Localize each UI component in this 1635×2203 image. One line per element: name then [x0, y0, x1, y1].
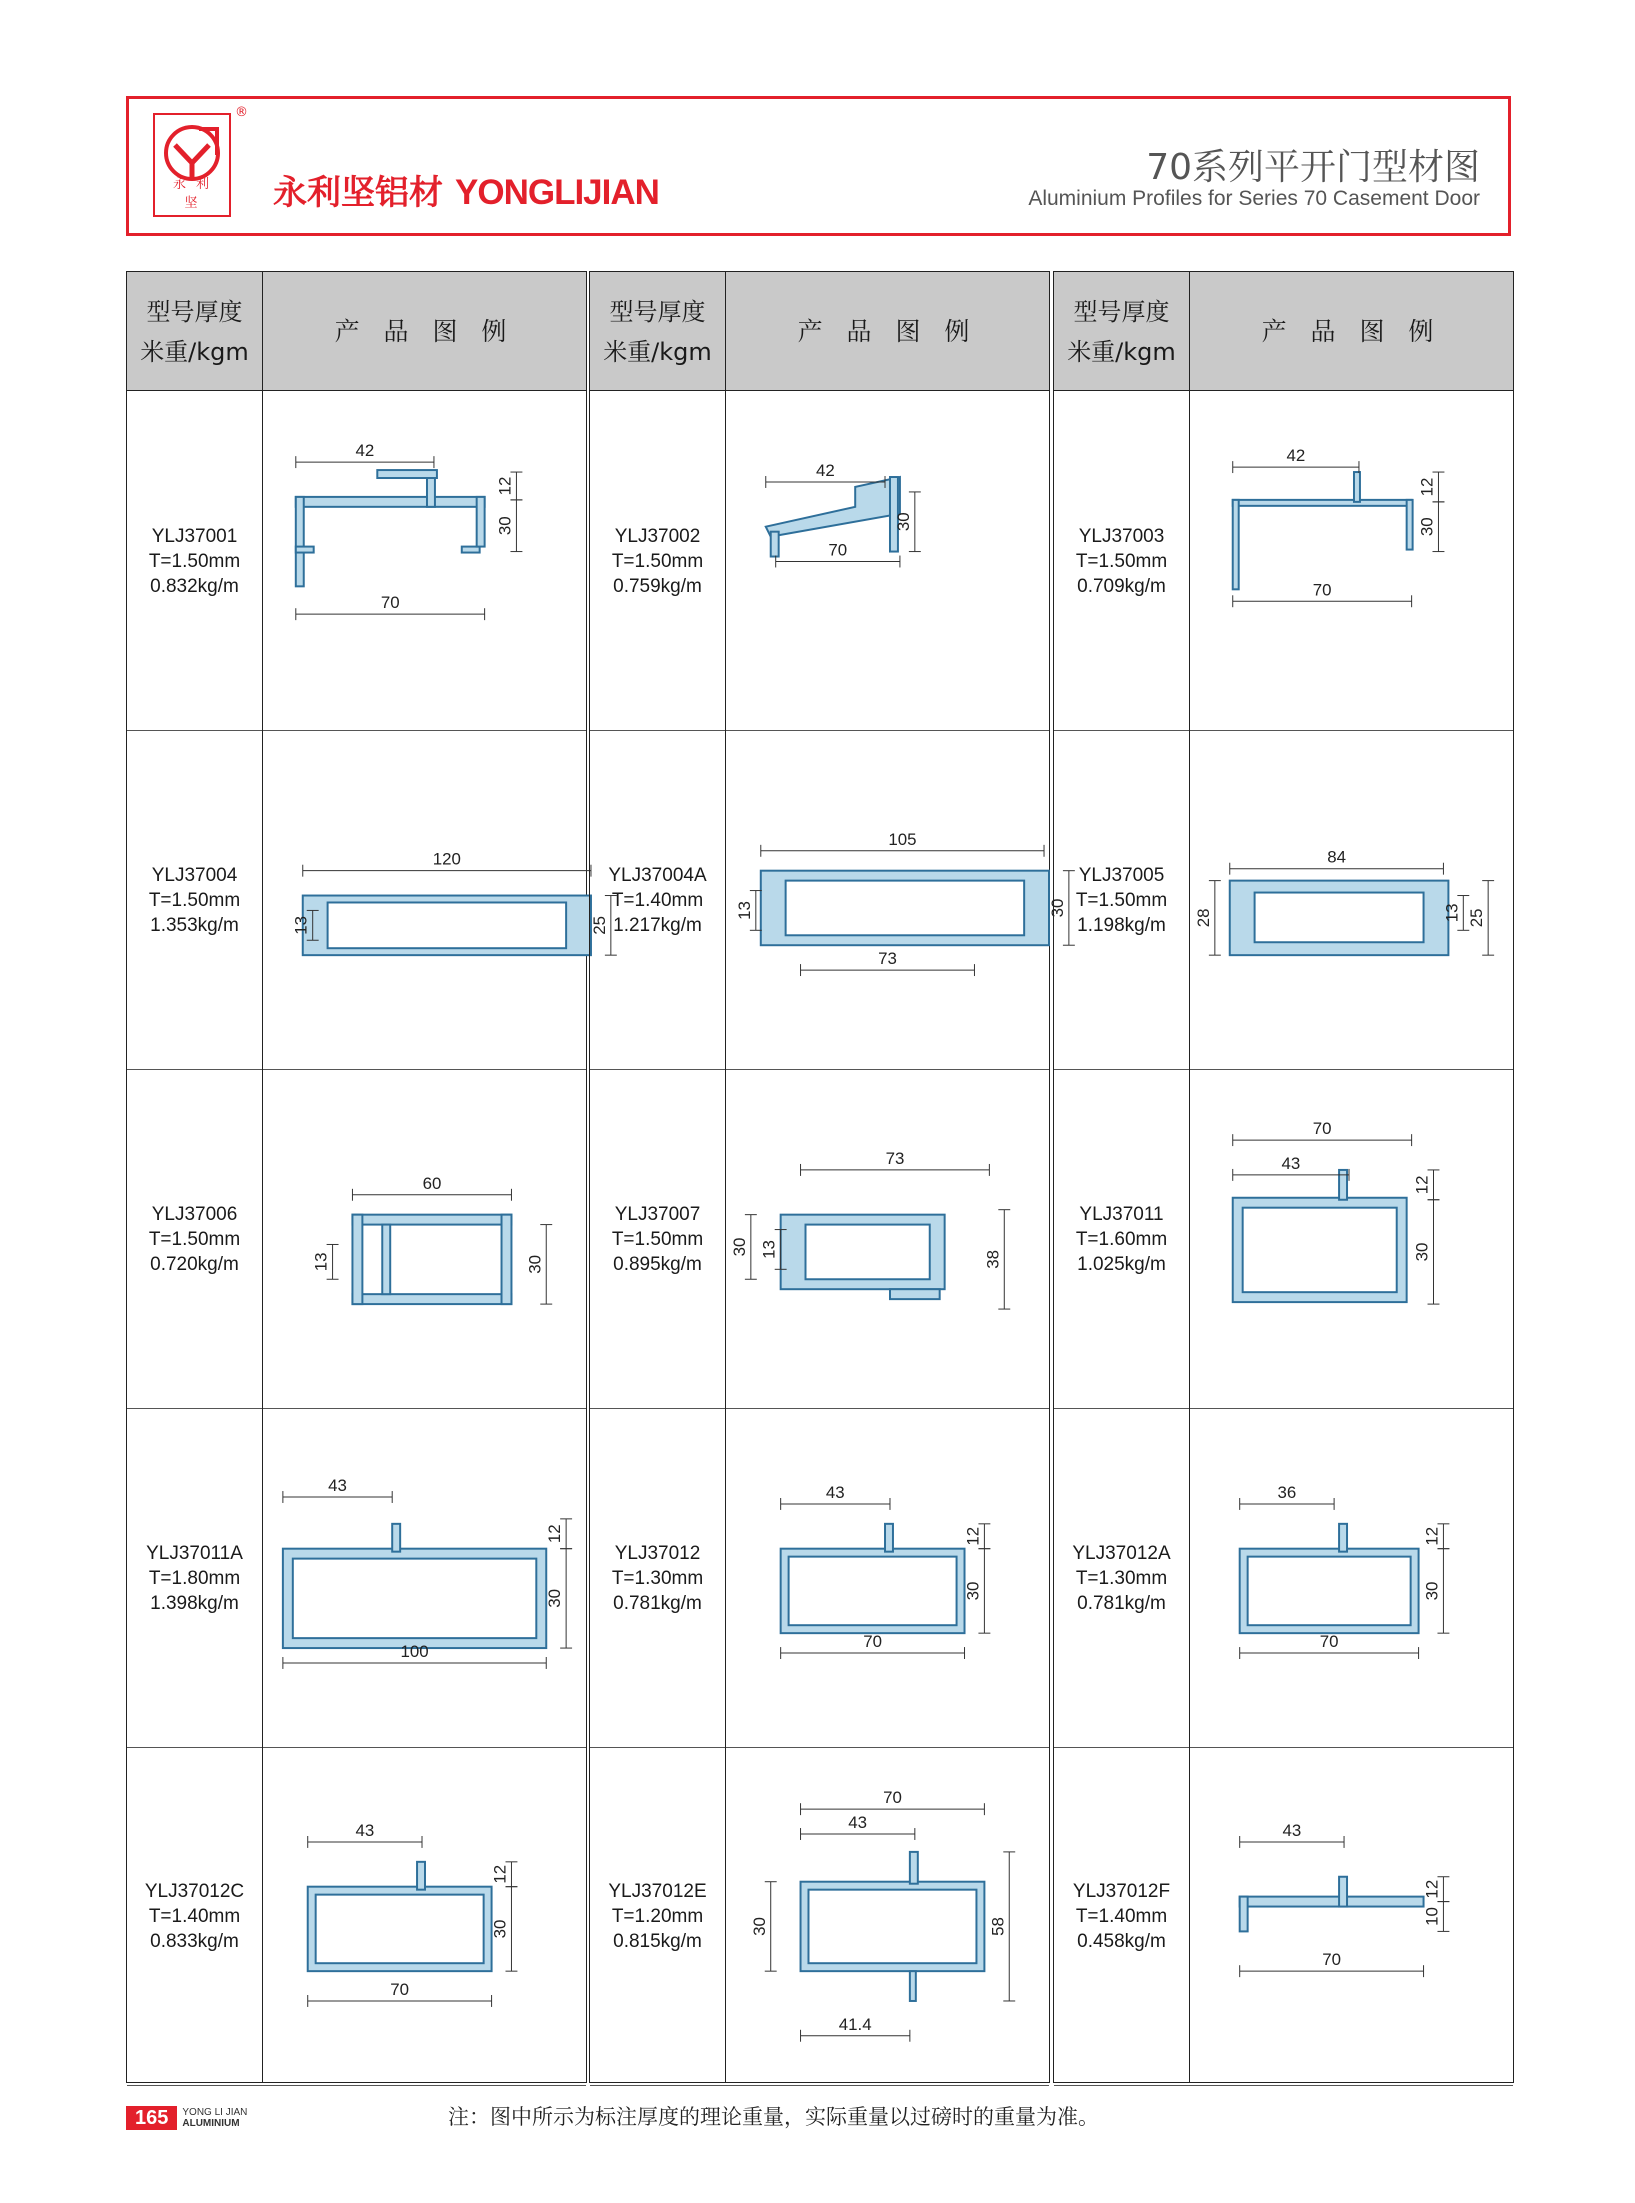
dim-width: 120 — [432, 849, 461, 869]
dim-height-top: 12 — [490, 1864, 510, 1884]
spec-model: YLJ37011 — [1079, 1203, 1164, 1225]
profile-diagram — [263, 1070, 586, 1408]
column-divider — [725, 272, 726, 2082]
dim-height-top: 12 — [1422, 1879, 1442, 1899]
spec-thickness: T=1.60mm — [1075, 1228, 1168, 1250]
table-row — [127, 1747, 586, 2086]
page-subtitle: Aluminium Profiles for Series 70 Casement Door — [1028, 187, 1480, 210]
profile-table — [1053, 271, 1514, 2083]
dim-height-top: 12 — [1412, 1175, 1432, 1195]
spec-weight: 0.815kg/m — [613, 1930, 702, 1952]
dim-height: 30 — [525, 1254, 545, 1274]
profile-drawing — [726, 1070, 1049, 1408]
profile-spec — [590, 1070, 725, 1408]
table-header — [590, 272, 1049, 391]
profile-section — [1240, 1897, 1248, 1932]
profile-diagram — [1190, 1747, 1513, 2085]
spec-thickness: T=1.40mm — [1075, 1905, 1168, 1927]
profile-diagram — [726, 392, 1049, 730]
spec-thickness: T=1.50mm — [148, 1228, 241, 1250]
profile-spec — [1054, 1409, 1189, 1747]
dim-width-top: 43 — [328, 1476, 347, 1496]
page-header — [126, 96, 1511, 236]
spec-weight: 1.398kg/m — [150, 1592, 239, 1614]
dim-width-top: 105 — [888, 829, 917, 849]
profile-drawing — [726, 1747, 1049, 2085]
header-drawing: 产 品 图 例 — [334, 317, 515, 346]
profile-drawing — [726, 731, 1067, 1069]
profile-section — [1339, 1877, 1347, 1907]
profile-diagram — [726, 1747, 1049, 2085]
table-row — [1054, 731, 1513, 1070]
dim-width-top: 42 — [815, 461, 835, 481]
dim-width-top: 43 — [825, 1482, 845, 1502]
spec-weight: 0.458kg/m — [1077, 1930, 1166, 1952]
spec-thickness: T=1.50mm — [1075, 889, 1168, 911]
dim-height-left: 30 — [749, 1917, 769, 1936]
profile-section — [766, 477, 900, 537]
profile-section — [382, 1225, 390, 1295]
table-row — [127, 392, 586, 731]
profile-section — [477, 497, 485, 547]
dim-height-main: 30 — [1412, 1242, 1432, 1262]
profile-table — [126, 271, 609, 2083]
dim-width-top: 42 — [355, 441, 375, 461]
table-row — [1054, 1070, 1513, 1409]
dim-width-mid: 43 — [1281, 1153, 1301, 1173]
dim-width: 84 — [1327, 847, 1346, 867]
spec-model: YLJ37012A — [1072, 1542, 1171, 1564]
dim-height-main: 30 — [495, 516, 515, 536]
profile-spec — [127, 731, 262, 1069]
profile-section — [502, 1215, 512, 1304]
page-number: 165 — [126, 2106, 177, 2130]
spec-model: YLJ37003 — [1078, 525, 1165, 547]
dim-width-top: 36 — [1277, 1482, 1297, 1502]
profile-section — [427, 477, 435, 507]
dim-width-bottom: 70 — [390, 1980, 410, 2000]
profile-spec — [1054, 1070, 1189, 1408]
table-row — [127, 731, 609, 1070]
spec-model: YLJ37001 — [151, 525, 238, 547]
profile-drawing — [1190, 1409, 1513, 1747]
table-row — [590, 731, 1067, 1070]
dim-width-bottom: 70 — [1312, 580, 1332, 600]
page-title: 70系列平开门型材图 — [1146, 147, 1480, 188]
dim-width-bottom: 70 — [828, 540, 848, 560]
table-row — [1054, 392, 1513, 731]
registered-mark: ® — [235, 105, 248, 120]
dim-height: 25 — [589, 915, 609, 935]
profile-spec — [590, 392, 725, 730]
profile-drawing — [1190, 1070, 1513, 1408]
profile-spec — [1054, 392, 1189, 730]
spec-weight: 0.759kg/m — [613, 575, 702, 597]
spec-model: YLJ37006 — [151, 1203, 238, 1225]
dim-height-top: 12 — [545, 1524, 565, 1544]
profile-section — [417, 1862, 425, 1890]
brand-logo: 永利坚 — [153, 113, 231, 217]
profile-drawing — [1190, 1747, 1513, 2085]
column-divider — [1189, 272, 1190, 2082]
column-divider — [262, 272, 263, 2082]
dim-width-top: 43 — [355, 1820, 375, 1840]
dim-width-bottom: 100 — [400, 1642, 429, 1662]
dim-width-bottom: 70 — [380, 593, 400, 613]
dim-height: 30 — [1047, 898, 1067, 918]
header-spec: 型号厚度 米重/kgm — [140, 298, 249, 366]
profile-drawing — [263, 392, 586, 730]
footer-brand: YONG LI JIAN ALUMINIUM — [182, 2107, 248, 2129]
spec-thickness: T=1.30mm — [1075, 1567, 1168, 1589]
spec-weight: 0.781kg/m — [1077, 1592, 1166, 1614]
profile-section — [352, 1215, 511, 1225]
spec-model: YLJ37012E — [608, 1880, 707, 1902]
spec-thickness: T=1.40mm — [611, 889, 704, 911]
spec-weight: 1.025kg/m — [1077, 1253, 1166, 1275]
spec-model: YLJ37002 — [614, 525, 701, 547]
profile-spec — [127, 392, 262, 730]
profile-drawing — [726, 1409, 1049, 1747]
spec-weight: 0.832kg/m — [150, 575, 239, 597]
profile-drawing — [1190, 731, 1513, 1069]
profile-section — [352, 1215, 362, 1304]
dim-height-main: 30 — [963, 1581, 983, 1601]
profile-drawing — [263, 1409, 586, 1747]
profile-drawing — [263, 1747, 586, 2085]
dim-width: 73 — [885, 1148, 905, 1168]
profile-diagram — [1190, 1070, 1513, 1408]
spec-weight: 1.217kg/m — [613, 914, 702, 936]
table-row — [590, 1747, 1049, 2086]
profile-spec — [590, 731, 725, 1069]
spec-weight: 0.709kg/m — [1077, 575, 1166, 597]
profile-section — [910, 1971, 916, 2001]
header-drawing: 产 品 图 例 — [1261, 317, 1442, 346]
profile-section — [885, 1524, 893, 1552]
spec-weight: 0.781kg/m — [613, 1592, 702, 1614]
profile-drawing — [1190, 392, 1513, 730]
spec-thickness: T=1.30mm — [611, 1567, 704, 1589]
profile-diagram — [1190, 1409, 1513, 1747]
spec-thickness: T=1.80mm — [148, 1567, 241, 1589]
dim-height-main: 30 — [1422, 1581, 1442, 1601]
profile-drawing — [726, 392, 1049, 730]
spec-model: YLJ37012F — [1072, 1880, 1171, 1902]
dim-width-top: 43 — [1282, 1820, 1302, 1840]
profile-section — [392, 1524, 400, 1552]
profile-diagram — [263, 731, 609, 1069]
profile-diagram — [1190, 392, 1513, 730]
dim-width-bottom: 73 — [878, 949, 897, 969]
profile-section — [1339, 1524, 1347, 1552]
spec-weight: 0.895kg/m — [613, 1253, 702, 1275]
table-row — [1054, 1409, 1513, 1748]
dim-width-bottom: 41.4 — [838, 2014, 872, 2034]
dim-height-small: 13 — [311, 1252, 331, 1272]
profile-diagram — [263, 392, 586, 730]
profile-section — [1354, 472, 1360, 502]
weight-note: 注：图中所示为标注厚度的理论重量，实际重量以过磅时的重量为准。 — [448, 2105, 1099, 2129]
dim-height-left: 30 — [729, 1237, 749, 1257]
profile-spec — [127, 1409, 262, 1747]
dim-height-top: 12 — [1417, 477, 1437, 497]
profile-section — [296, 497, 304, 586]
spec-model: YLJ37011A — [146, 1542, 243, 1564]
profile-diagram — [263, 1409, 586, 1747]
dim-width-mid: 43 — [848, 1813, 868, 1833]
profile-section — [890, 1289, 940, 1299]
profile-drawing — [263, 731, 609, 1069]
spec-thickness: T=1.20mm — [611, 1905, 704, 1927]
spec-thickness: T=1.50mm — [611, 550, 704, 572]
profile-section — [910, 1852, 918, 1884]
dim-width-top: 70 — [1312, 1119, 1332, 1139]
profile-section — [1233, 500, 1412, 506]
table-header — [1054, 272, 1513, 391]
dim-height: 25 — [1467, 908, 1487, 928]
page-footer — [126, 2106, 247, 2130]
spec-weight: 0.720kg/m — [150, 1253, 239, 1275]
spec-weight: 1.198kg/m — [1077, 914, 1166, 936]
table-row — [590, 1409, 1049, 1748]
table-row — [1054, 1747, 1513, 2086]
profile-spec — [127, 1747, 262, 2085]
profile-section — [296, 547, 314, 553]
spec-model: YLJ37005 — [1078, 864, 1165, 886]
spec-thickness: T=1.50mm — [148, 889, 241, 911]
dim-height-top: 12 — [1422, 1526, 1442, 1546]
profile-diagram — [726, 1070, 1049, 1408]
table-row — [590, 1070, 1049, 1409]
brand-name: 永利坚铝材 YONGLIJIAN — [273, 173, 659, 212]
profile-section — [771, 532, 779, 557]
profile-diagram — [1190, 731, 1513, 1069]
profile-spec — [127, 1070, 262, 1408]
dim-height-main: 30 — [1417, 517, 1437, 537]
spec-thickness: T=1.40mm — [148, 1905, 241, 1927]
dim-height-small: 13 — [759, 1240, 779, 1259]
profile-spec — [590, 1747, 725, 2085]
dim-width: 60 — [422, 1173, 442, 1193]
dim-width-bottom: 70 — [863, 1632, 882, 1652]
header-spec: 型号厚度 米重/kgm — [1067, 298, 1176, 366]
profile-section — [377, 470, 437, 478]
dim-height-small: 13 — [734, 901, 754, 920]
spec-weight: 1.353kg/m — [150, 914, 239, 936]
table-row — [127, 1070, 586, 1409]
spec-model: YLJ37012 — [614, 1542, 701, 1564]
profile-diagram — [726, 1409, 1049, 1747]
profile-diagram — [263, 1747, 586, 2085]
spec-model: YLJ37012C — [144, 1880, 245, 1902]
dim-height: 30 — [893, 512, 913, 532]
profile-table — [589, 271, 1067, 2083]
profile-section — [1240, 1897, 1424, 1907]
profile-section — [1233, 500, 1239, 589]
dim-height-top: 12 — [963, 1526, 983, 1546]
profile-spec — [1054, 731, 1189, 1069]
dim-width-top: 42 — [1286, 446, 1306, 466]
spec-thickness: T=1.50mm — [1075, 550, 1168, 572]
dim-width-top: 70 — [883, 1788, 902, 1808]
dim-height-small: 13 — [1442, 903, 1462, 923]
profile-drawing — [263, 1070, 586, 1408]
spec-model: YLJ37004 — [151, 864, 238, 886]
spec-model: YLJ37004A — [608, 864, 707, 886]
table-header — [127, 272, 586, 391]
spec-model: YLJ37007 — [614, 1203, 701, 1225]
spec-thickness: T=1.50mm — [611, 1228, 704, 1250]
dim-height-top: 12 — [495, 476, 515, 496]
dim-width-bottom: 70 — [1322, 1950, 1342, 1970]
header-spec: 型号厚度 米重/kgm — [603, 298, 712, 366]
dim-height-main: 30 — [490, 1919, 510, 1939]
profile-section — [1407, 500, 1413, 550]
table-row — [590, 392, 1049, 731]
header-drawing: 产 品 图 例 — [797, 317, 978, 346]
profile-spec — [590, 1409, 725, 1747]
spec-thickness: T=1.50mm — [148, 550, 241, 572]
table-row — [127, 1409, 586, 1748]
dim-height-bottom: 10 — [1422, 1907, 1442, 1926]
profile-diagram — [726, 731, 1067, 1069]
dim-height-main: 30 — [545, 1588, 565, 1608]
dim-height: 58 — [988, 1917, 1008, 1936]
spec-weight: 0.833kg/m — [150, 1930, 239, 1952]
profile-section — [352, 1294, 511, 1304]
profile-spec — [1054, 1747, 1189, 2085]
dim-height-left: 28 — [1193, 908, 1213, 928]
dim-width-bottom: 70 — [1319, 1632, 1339, 1652]
dim-height-small: 13 — [291, 915, 311, 935]
dim-height: 38 — [983, 1249, 1003, 1269]
profile-section — [296, 497, 485, 507]
